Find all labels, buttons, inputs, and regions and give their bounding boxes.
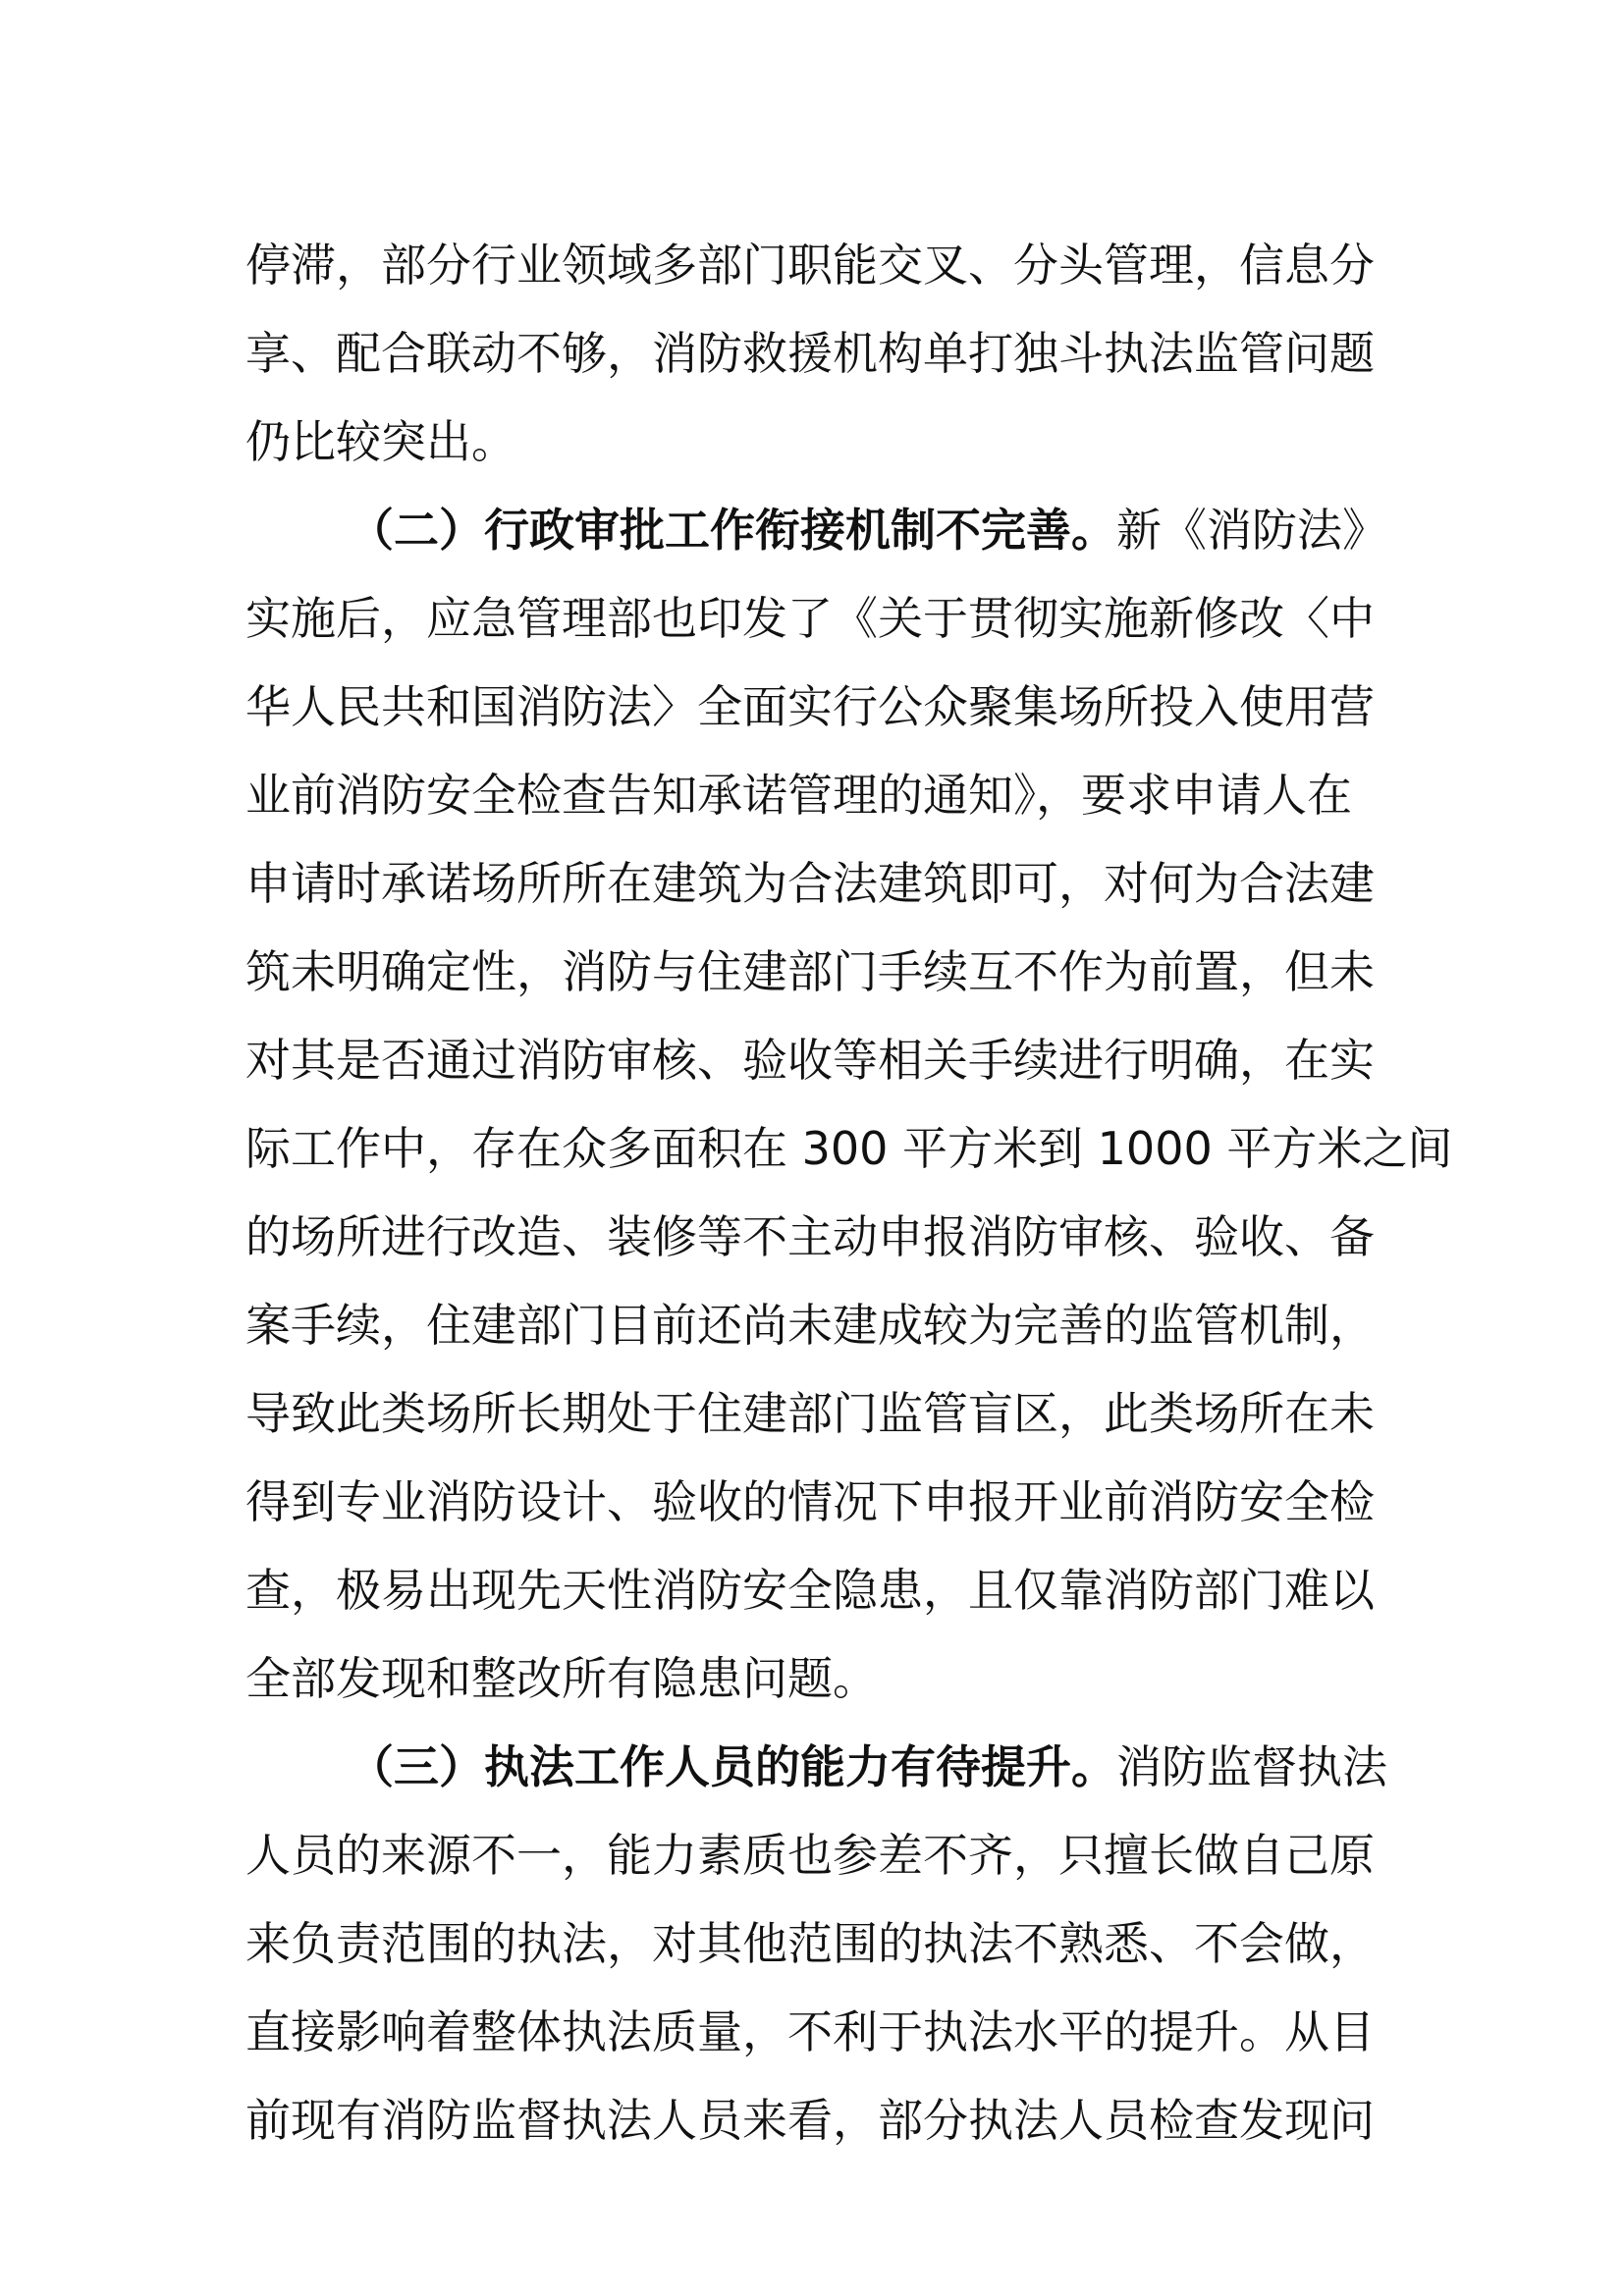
paragraph-line: 得到专业消防设计、验收的情况下申报开业前消防安全检 — [245, 1475, 1375, 1528]
paragraph-line: 导致此类场所长期处于住建部门监管盲区，此类场所在未 — [245, 1387, 1375, 1440]
paragraph-line: 际工作中，存在众多面积在 300 平方米到 1000 平方米之间 — [245, 1122, 1453, 1175]
paragraph-line: 筑未明确定性，消防与住建部门手续互不作为前置，但未 — [245, 945, 1375, 998]
paragraph-line: 案手续，住建部门目前还尚未建成较为完善的监管机制， — [245, 1299, 1375, 1352]
paragraph-line: 前现有消防监督执法人员来看，部分执法人员检查发现问 — [245, 2094, 1375, 2147]
paragraph-line: 来负责范围的执法，对其他范围的执法不熟悉、不会做， — [245, 1917, 1375, 1970]
paragraph-line: 仍比较突出。 — [245, 415, 516, 468]
paragraph-line: 停滞，部分行业领域多部门职能交叉、分头管理，信息分 — [245, 239, 1375, 292]
document-body — [245, 221, 1453, 2164]
paragraph-line: 享、配合联动不够，消防救援机构单打独斗执法监管问题 — [245, 327, 1375, 380]
paragraph-line: 直接影响着整体执法质量，不利于执法水平的提升。从目 — [245, 2005, 1375, 2058]
section-three-heading: （三）执法工作人员的能力有待提升。 — [349, 1740, 1116, 1793]
paragraph-line: 实施后，应急管理部也印发了《关于贯彻实施新修改〈中 — [245, 592, 1375, 645]
paragraph-line: 业前消防安全检查告知承诺管理的通知》，要求申请人在 — [245, 769, 1352, 822]
section-two-first-line — [245, 486, 1387, 574]
section-two-heading: （二）行政审批工作衔接机制不完善。 — [349, 504, 1116, 557]
paragraph-line: 华人民共和国消防法〉全面实行公众聚集场所投入使用营 — [245, 680, 1375, 733]
section-two-lead-text: 新《消防法》 — [1116, 504, 1387, 557]
paragraph-line: 对其是否通过消防审核、验收等相关手续进行明确，在实 — [245, 1034, 1375, 1087]
section-three-lead-text: 消防监督执法 — [1116, 1740, 1387, 1793]
paragraph-line: 人员的来源不一，能力素质也参差不齐，只擅长做自己原 — [245, 1829, 1375, 1882]
paragraph-line: 全部发现和整改所有隐患问题。 — [245, 1652, 878, 1705]
paragraph-line: 的场所进行改造、装修等不主动申报消防审核、验收、备 — [245, 1210, 1375, 1263]
section-three-first-line — [245, 1723, 1387, 1811]
paragraph-line: 查，极易出现先天性消防安全隐患，且仅靠消防部门难以 — [245, 1564, 1375, 1617]
paragraph-line: 申请时承诺场所所在建筑为合法建筑即可，对何为合法建 — [245, 857, 1375, 910]
